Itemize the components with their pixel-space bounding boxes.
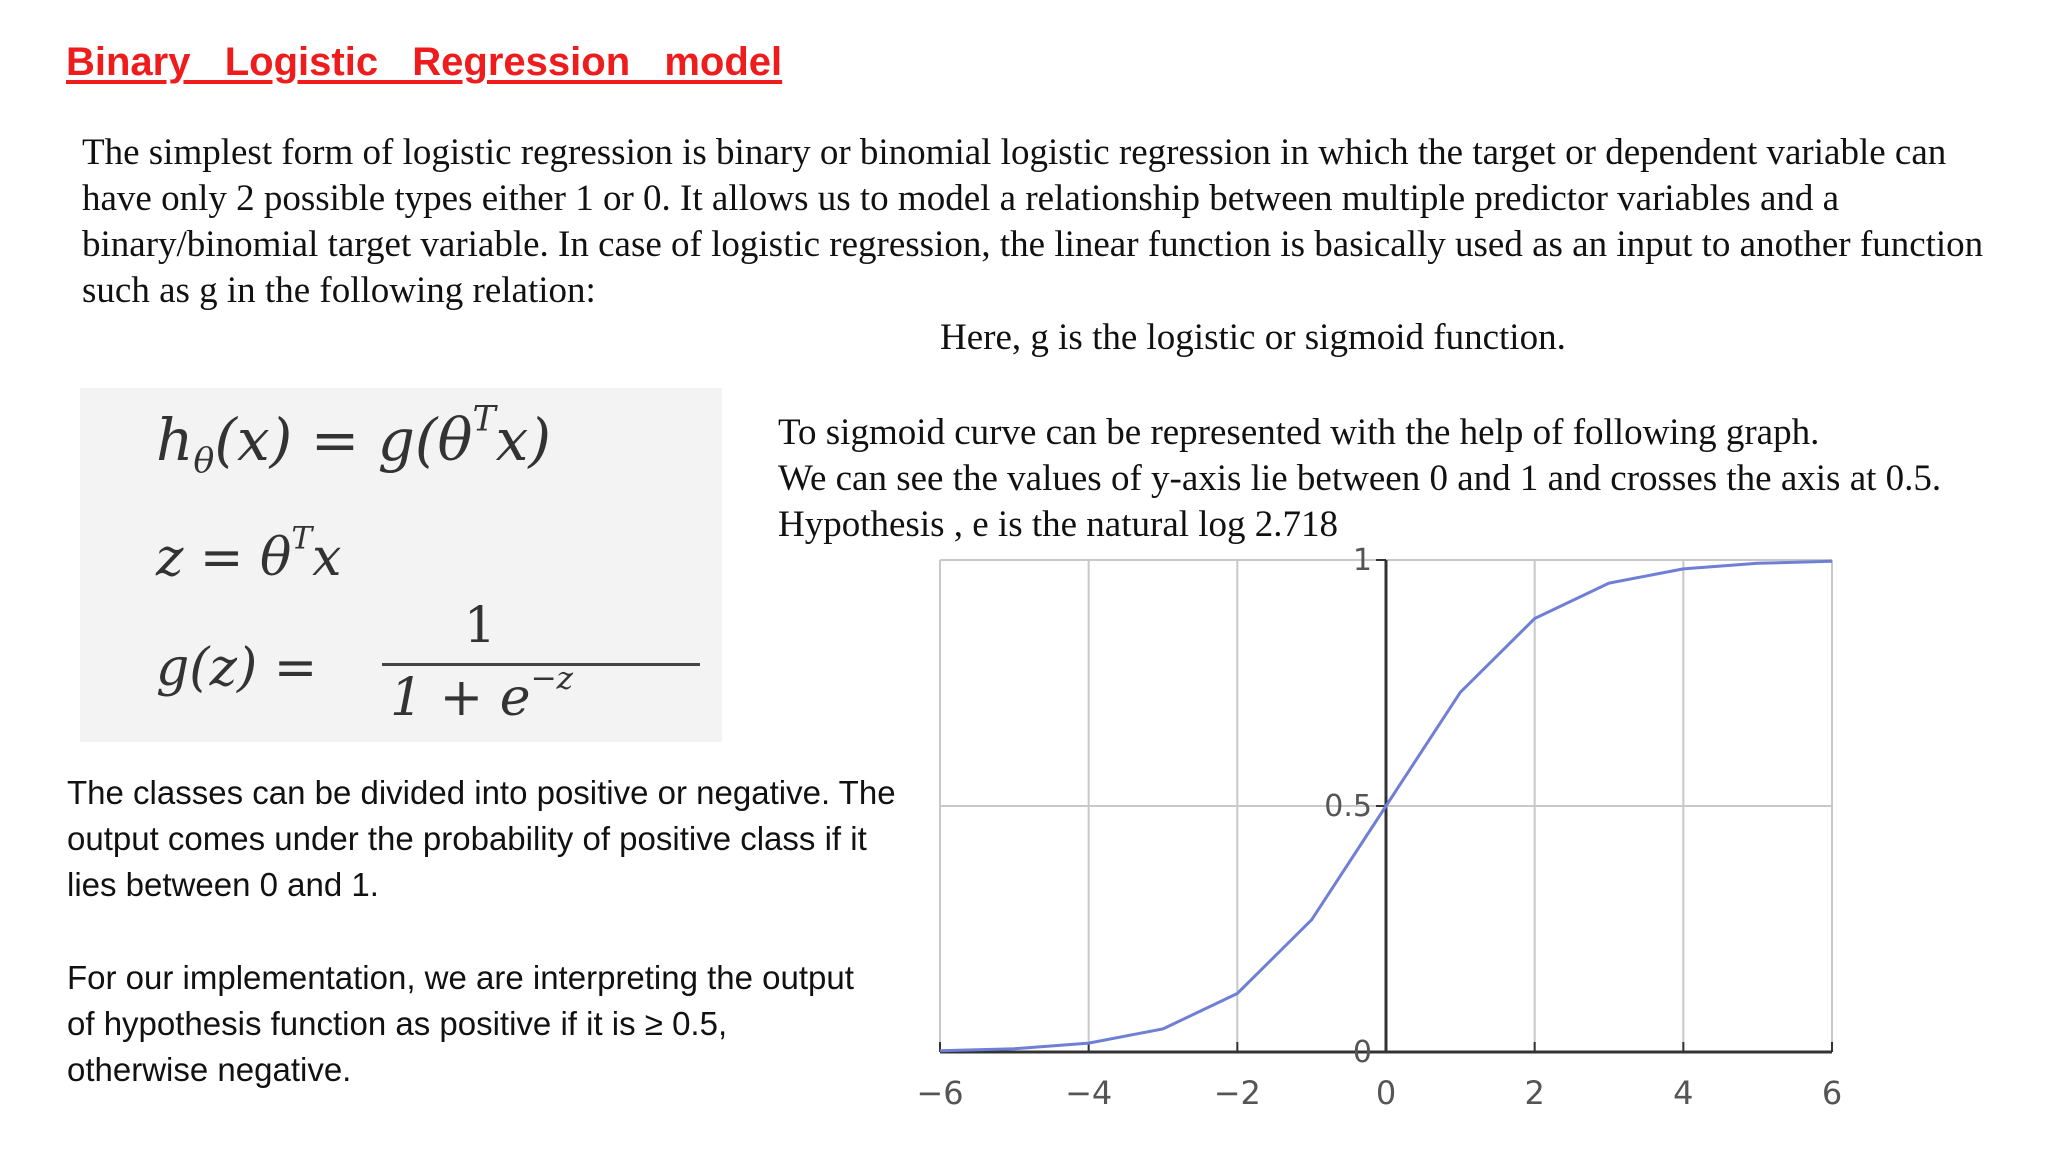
z-end: x xyxy=(312,528,342,588)
sigmoid-chart xyxy=(900,530,1860,1130)
x-tick-label: −6 xyxy=(916,1074,964,1112)
sigmoid-note: Here, g is the logistic or sigmoid function. xyxy=(940,317,1566,358)
g-formula-lhs: g(z) = xyxy=(156,638,318,698)
hypothesis-formula xyxy=(156,399,551,482)
g-formula-denominator xyxy=(390,660,574,728)
y-tick-label: 1 xyxy=(1352,543,1372,578)
sigmoid-line-1: To sigmoid curve can be represented with the help of following graph. xyxy=(778,412,1820,453)
sigmoid-line-3: Hypothesis , e is the natural log 2.718 xyxy=(778,504,1339,545)
formula-panel xyxy=(80,388,722,742)
sigmoid-line-2: We can see the values of y-axis lie between 0 and 1 and crosses the axis at 0.5. xyxy=(778,458,1942,499)
y-tick-label: 0.5 xyxy=(1324,789,1372,824)
y-tick-label: 0 xyxy=(1352,1035,1372,1070)
g-formula-numerator: 1 xyxy=(464,596,496,654)
x-tick-label: 0 xyxy=(1375,1074,1397,1112)
intro-paragraph: The simplest form of logistic regression is binary or binomial logistic regression in which the target or dependent variable can have only 2 possible types either 1 or 0. It allows us to model a relationship between multiple predictor variables and a binary/binomial target variable. In case of logistic regression, the linear function is basically used as an input to another function such as g in the following relation: xyxy=(82,132,1984,311)
implementation-paragraph: For our implementation, we are interpreting the output of hypothesis function as positive if it is ≥ 0.5, otherwise negative. xyxy=(67,959,854,1088)
g-den-base: 1 + e xyxy=(390,668,531,728)
x-tick-label: 2 xyxy=(1524,1074,1545,1112)
hypothesis-sup: T xyxy=(472,399,496,440)
z-formula xyxy=(156,520,342,588)
x-tick-label: −4 xyxy=(1065,1074,1113,1112)
x-tick-label: −2 xyxy=(1213,1074,1261,1112)
hypothesis-h: h xyxy=(156,406,194,474)
z-lhs: z = θ xyxy=(156,528,292,588)
x-tick-label: 6 xyxy=(1821,1074,1843,1112)
hypothesis-sub: θ xyxy=(193,441,215,482)
hypothesis-mid: (x) = g(θ xyxy=(214,406,473,474)
x-tick-label: 4 xyxy=(1673,1074,1694,1112)
hypothesis-end: x) xyxy=(495,406,551,474)
classes-paragraph: The classes can be divided into positive or negative. The output comes under the probability of positive class if it lies between 0 and 1. xyxy=(67,774,896,903)
g-den-sup: −z xyxy=(530,660,574,697)
sigmoid-description xyxy=(778,410,2018,548)
page-title: Binary Logistic Regression model xyxy=(66,40,783,84)
z-sup: T xyxy=(291,520,313,557)
